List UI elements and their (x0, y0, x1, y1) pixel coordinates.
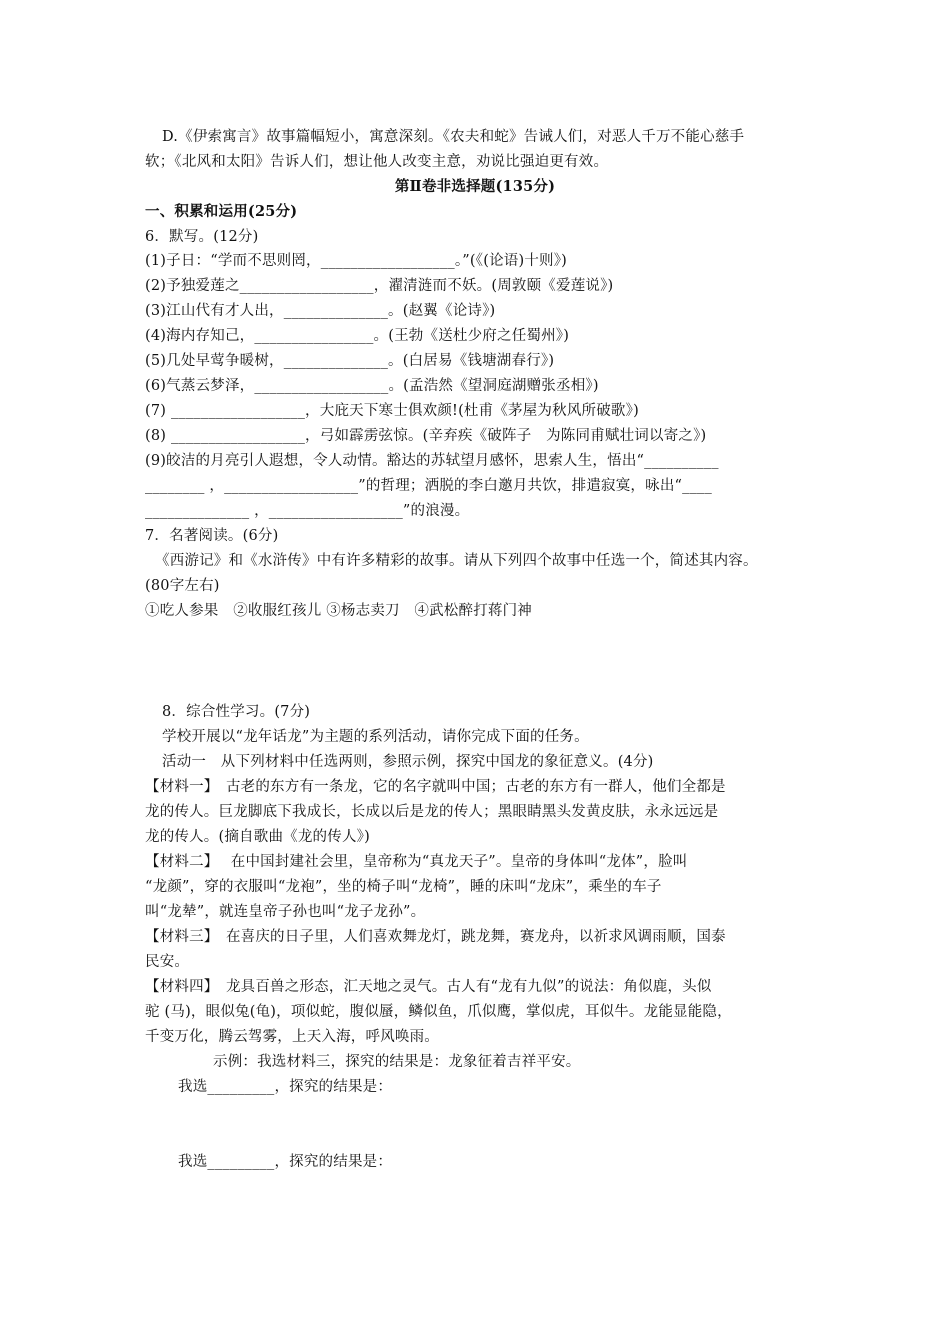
material-4-line-2: 驼 (马)，眼似兔(龟)，项似蛇，腹似蜃，鳞似鱼，爪似鹰，掌似虎，耳似牛。龙能显能隐， (145, 1004, 732, 1020)
q6-item-2: (2)予独爱莲之__________________，濯清涟而不妖。(周敦颐《爱莲说》) (145, 278, 614, 294)
q6-item-9-line-2: ________ ，__________________”的哲理；洒脱的李白邀月共饮，排遣寂寞，咏出“____ (145, 478, 712, 494)
material-1-line-1: 【材料一】 古老的东方有一条龙，它的名字就叫中国；古老的东方有一群人，他们全都是 (145, 779, 726, 795)
q6-item-8: (8) __________________，弓如霹雳弦惊。(辛弃疾《破阵子 为陈同甫赋壮词以寄之》) (145, 428, 707, 444)
material-4-line-3: 千变万化，腾云驾雾，上天入海，呼风唤雨。 (145, 1029, 439, 1045)
material-4-line-1: 【材料四】 龙具百兽之形态，汇天地之灵气。古人有“龙有九似”的说法：角似鹿，头似 (145, 979, 712, 995)
q7-prompt-line-2: (80字左右) (145, 578, 220, 594)
q6-item-3: (3)江山代有才人出，______________。(赵翼《论诗》) (145, 303, 496, 319)
option-d-line-1: D.《伊索寓言》故事篇幅短小，寓意深刻。《农夫和蛇》告诫人们，对恶人千万不能心慈手 (162, 129, 745, 145)
part-2-title: 第Ⅱ卷非选择题(135分) (394, 178, 556, 195)
material-2-line-1: 【材料二】 在中国封建社会里，皇帝称为“真龙天子”。皇帝的身体叫“龙体”，脸叫 (145, 854, 688, 870)
material-1-line-2: 龙的传人。巨龙脚底下我成长，长成以后是龙的传人；黑眼睛黑头发黄皮肤，永永远远是 (145, 804, 719, 820)
q8-answer-1: 我选_________，探究的结果是： (178, 1079, 393, 1095)
option-d-line-2: 软；《北风和太阳》告诉人们，想让他人改变主意，劝说比强迫更有效。 (145, 154, 609, 170)
q6-item-9-line-3: ______________ ，__________________”的浪漫。 (145, 503, 470, 519)
material-2-line-3: 叫“龙辇”，就连皇帝子孙也叫“龙子龙孙”。 (145, 904, 426, 920)
q6-title: 6．默写。(12分) (145, 229, 259, 245)
material-1-line-3: 龙的传人。(摘自歌曲《龙的传人》) (145, 829, 370, 845)
q6-item-7: (7) __________________，大庇天下寒士俱欢颜!(杜甫《茅屋为秋风所破歌》) (145, 403, 639, 419)
material-3-line-2: 民安。 (145, 954, 190, 970)
q6-item-9-line-1: (9)皎洁的月亮引人遐想，令人动情。豁达的苏轼望月感怀，思索人生，悟出“__________ (145, 453, 719, 469)
q8-activity-1: 活动一 从下列材料中任选两则，参照示例，探究中国龙的象征意义。(4分) (162, 754, 654, 770)
q7-title: 7．名著阅读。(6分) (145, 528, 279, 544)
material-3-line-1: 【材料三】 在喜庆的日子里，人们喜欢舞龙灯，跳龙舞，赛龙舟，以祈求风调雨顺，国泰 (145, 929, 726, 945)
q6-item-1: (1)子日：“学而不思则罔，__________________。”(《(论语)十则》) (145, 253, 568, 269)
material-2-line-2: “龙颜”，穿的衣服叫“龙袍”，坐的椅子叫“龙椅”，睡的床叫“龙床”，乘坐的车子 (145, 879, 662, 895)
section-1-heading: 一、积累和运用(25分) (145, 203, 298, 220)
q6-item-6: (6)气蒸云梦泽，__________________。(孟浩然《望洞庭湖赠张丞相》) (145, 378, 599, 394)
q6-item-4: (4)海内存知己，________________。(王勃《送杜少府之任蜀州》) (145, 328, 570, 344)
q8-example: 示例：我选材料三，探究的结果是：龙象征着吉祥平安。 (213, 1054, 581, 1070)
q7-prompt-line-1: 《西游记》和《水浒传》中有许多精彩的故事。请从下列四个故事中任选一个，简述其内容。 (155, 553, 758, 569)
q7-options: ①吃人参果 ②收服红孩儿 ③杨志卖刀 ④武松醉打蒋门神 (145, 603, 533, 619)
q6-item-5: (5)几处早莺争暖树，______________。(白居易《钱塘湖春行》) (145, 353, 555, 369)
q8-title: 8．综合性学习。(7分) (162, 704, 311, 720)
q8-answer-2: 我选_________，探究的结果是： (178, 1154, 393, 1170)
q8-intro: 学校开展以“龙年话龙”为主题的系列活动，请你完成下面的任务。 (162, 729, 589, 745)
